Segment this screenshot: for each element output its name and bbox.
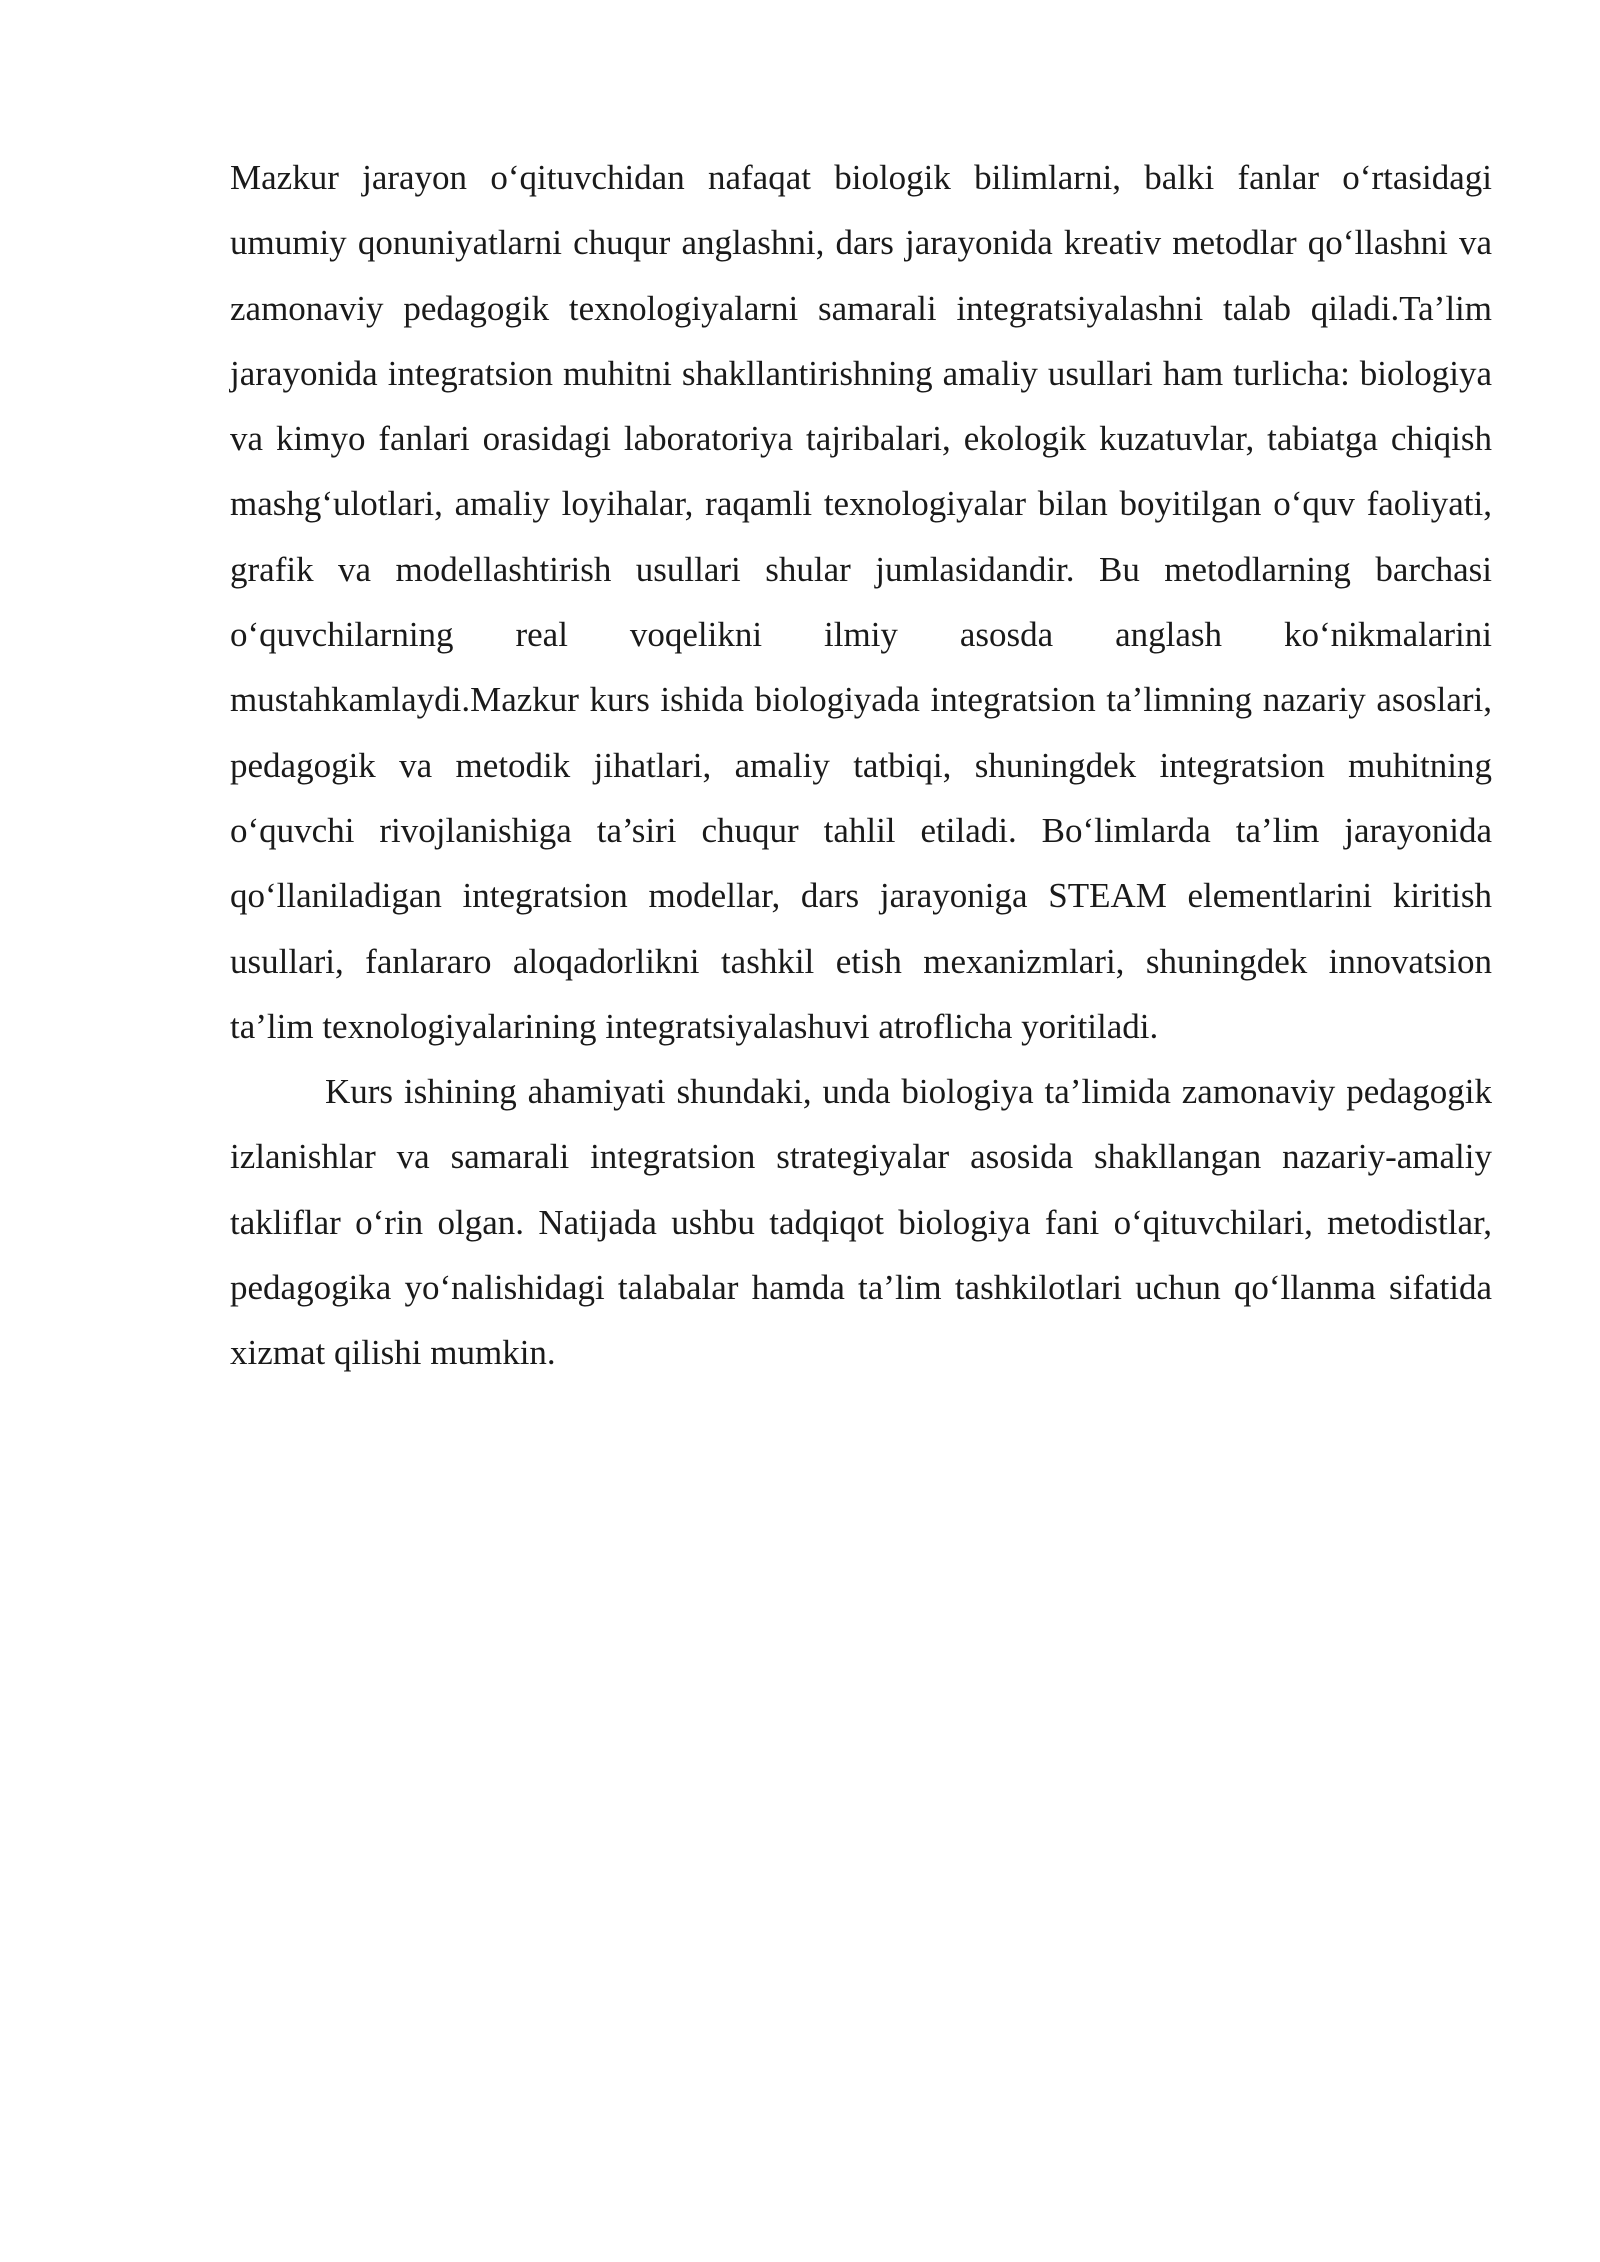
paragraph-1: Mazkur jarayon o‘qituvchidan nafaqat biologik bilimlarni, balki fanlar o‘rtasidagi umumiy qonuniyatlarni chuqur anglashni, dars jarayonida kreativ metodlar qo‘llashni va zamonaviy pedagogik texnologiyalarni samarali integratsiyalashni talab qiladi.Ta’lim jarayonida integratsion muhitni shakllantirishning amaliy usullari ham turlicha: biologiya va kimyo fanlari orasidagi laboratoriya tajribalari, ekologik kuzatuvlar, tabiatga chiqish mashg‘ulotlari, amaliy loyihalar, raqamli texnologiyalar bilan boyitilgan o‘quv faoliyati, grafik va modellashtirish usullari shular jumlasidandir. Bu metodlarning barchasi o‘quvchilarning real voqelikni ilmiy asosda anglash ko‘nikmalarini mustahkamlaydi.Mazkur kurs ishida biologiyada integratsion ta’limning nazariy asoslari, pedagogik va metodik jihatlari, amaliy tatbiqi, shuningdek integratsion muhitning o‘quvchi rivojlanishiga ta’siri chuqur tahlil etiladi. Bo‘limlarda ta’lim jarayonida qo‘llaniladigan integratsion modellar, dars jarayoniga STEAM elementlarini kiritish usullari, fanlararo aloqadorlikni tashkil etish mexanizmlari, shuningdek innovatsion ta’lim texnologiyalarining integratsiyalashuvi atroflicha yoritiladi. — [230, 158, 1492, 1046]
document-body — [230, 145, 1492, 1386]
paragraph-2: Kurs ishining ahamiyati shundaki, unda biologiya ta’limida zamonaviy pedagogik izlanishlar va samarali integratsion strategiyalar asosida shakllangan nazariy-amaliy takliflar o‘rin olgan. Natijada ushbu tadqiqot biologiya fani o‘qituvchilari, metodistlar, pedagogika yo‘nalishidagi talabalar hamda ta’lim tashkilotlari uchun qo‘llanma sifatida xizmat qilishi mumkin. — [230, 1072, 1492, 1373]
